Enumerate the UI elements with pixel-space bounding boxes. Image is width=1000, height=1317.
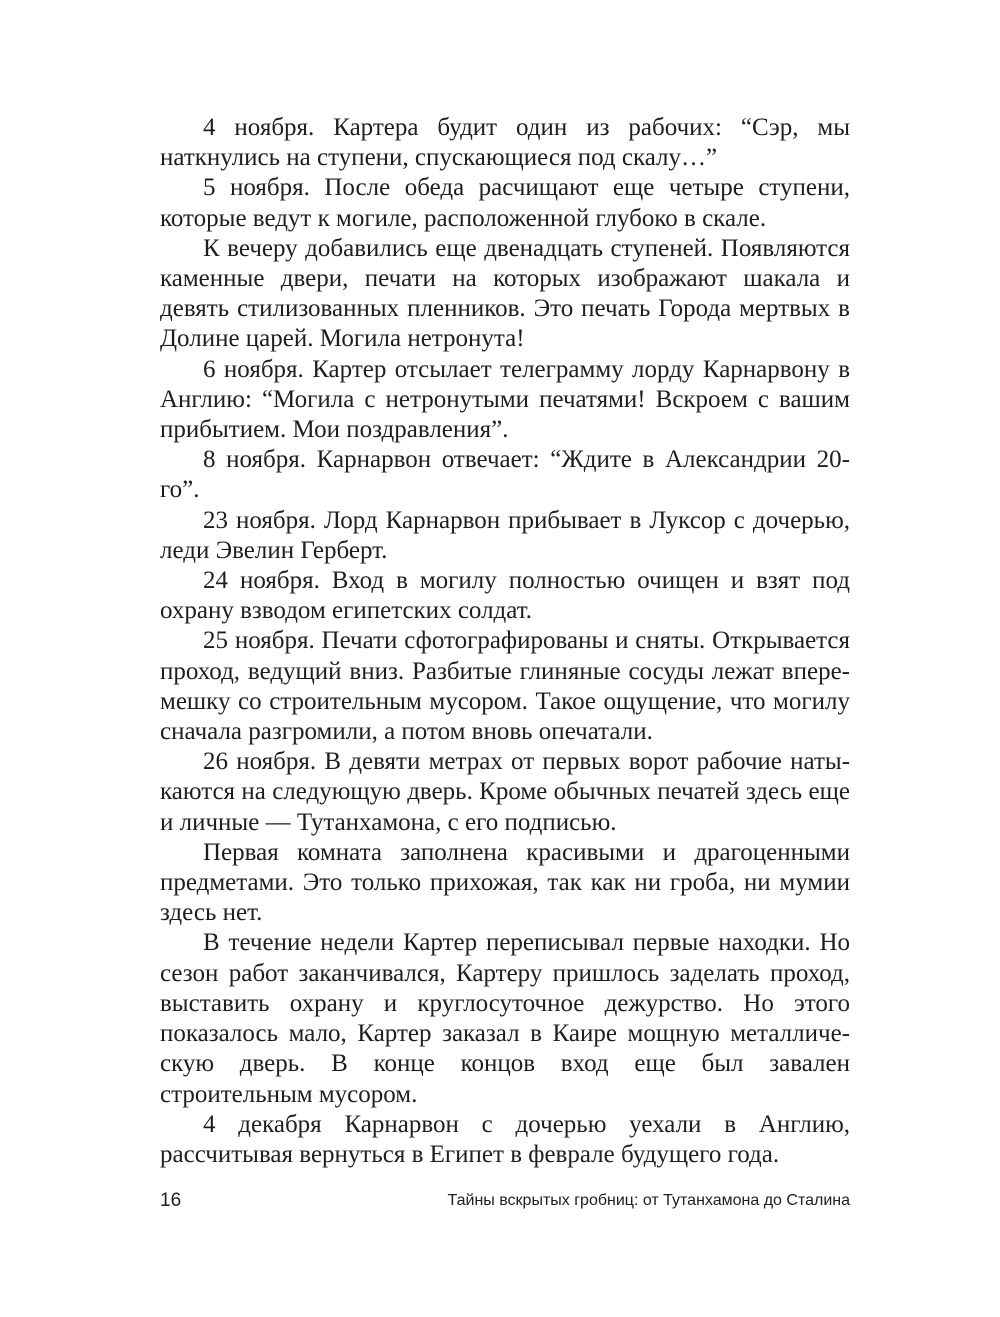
paragraph-nov-24: 24 ноября. Вход в могилу полностью очищен и взят под охрану взводом египетских солдат.	[160, 567, 850, 625]
paragraph-nov-8: 8 ноября. Карнарвон отвечает: “Ждите в Александрии 20-го”.	[160, 446, 850, 504]
paragraph-first-room: Первая комната заполнена красивыми и драгоценными предметами. Это только прихожая, так как ни гроба, ни мумии здесь нет.	[160, 838, 850, 927]
page-number: 16	[160, 1190, 182, 1211]
paragraph-week-later: В течение недели Картер переписывал первые находки. Но сезон работ заканчивался, Картеру пришлось заделать проход, выставить охрану и круглосуточное дежурство. Но этого показалось мало, Картер заказал в Каире мощную металлическую дверь. В конце концов вход еще был завален строительным мусором.	[160, 929, 850, 1108]
paragraph-nov-23: 23 ноября. Лорд Карнарвон прибывает в Луксор с дочерью, леди Эвелин Герберт.	[160, 506, 850, 564]
running-title: Тайны вскрытых гробниц: от Тутанхамона до Сталина	[447, 1192, 850, 1209]
paragraph-evening-steps: К вечеру добавились еще двенадцать ступеней. Появляются каменные двери, печати на которых изображают шакала и девять стилизованных пленников. Это печать Города мертвых в Долине царей. Могила нетронута!	[160, 234, 850, 353]
paragraph-nov-25: 25 ноября. Печати сфотографированы и сняты. Открывается проход, ведущий вниз. Разбитые глиняные сосуды лежат вперемешку со строительным мусором. Такое ощущение, что могилу сначала разгромили, а потом вновь опечатали.	[160, 627, 850, 746]
body-text	[160, 113, 850, 1170]
paragraph-dec-4: 4 декабря Карнарвон с дочерью уехали в Англию, рассчитывая вернуться в Египет в феврале будущего года.	[160, 1110, 850, 1168]
paragraph-nov-26: 26 ноября. В девяти метрах от первых ворот рабочие натыкаются на следующую дверь. Кроме обычных печатей здесь еще и личные — Тутанхамона, с его подписью.	[160, 748, 850, 836]
paragraph-nov-4: 4 ноября. Картера будит один из рабочих: “Сэр, мы наткнулись на ступени, спускающиеся под скалу…”	[160, 114, 850, 172]
paragraph-nov-6: 6 ноября. Картер отсылает телеграмму лорду Карнарвону в Англию: “Могила с нетронутыми печатями! Вскроем с вашим прибытием. Мои поздравления”.	[160, 355, 850, 444]
paragraph-nov-5: 5 ноября. После обеда расчищают еще четыре ступени, которые ведут к могиле, расположенной глубоко в скале.	[160, 174, 850, 232]
